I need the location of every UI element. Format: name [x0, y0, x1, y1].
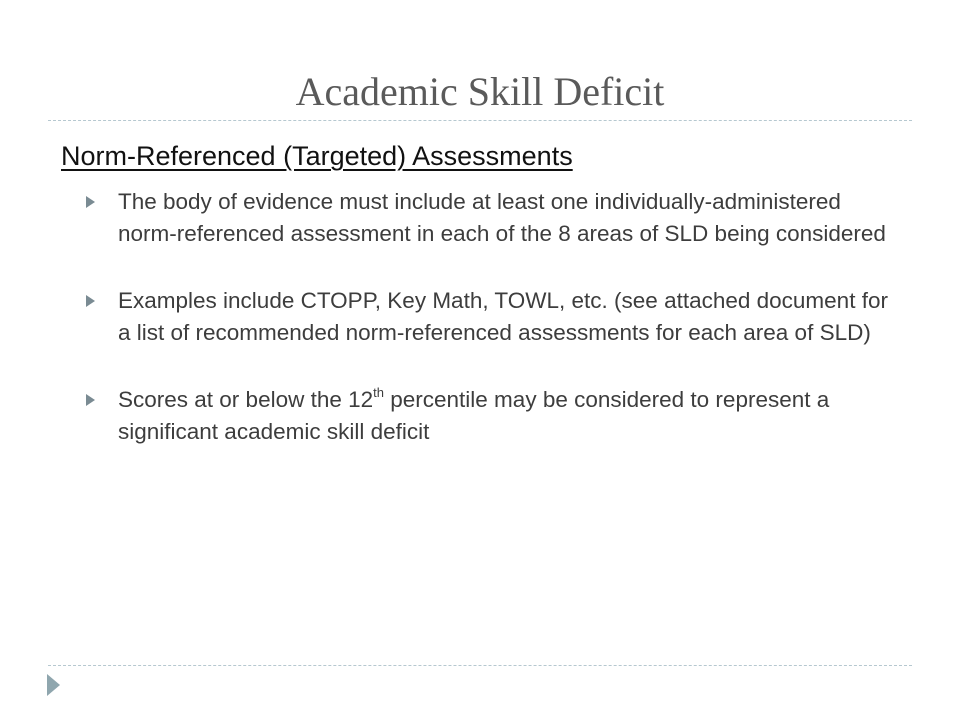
bullet-item [86, 285, 896, 349]
triangle-right-icon [86, 295, 95, 307]
bullet-item [86, 384, 896, 448]
section-heading: Norm-Referenced (Targeted) Assessments [61, 141, 573, 171]
slide-title: Academic Skill Deficit [295, 69, 665, 114]
bullet-text: Examples include CTOPP, Key Math, TOWL, etc. (see attached document for a list of recommended norm-referenced assessments for each area of SLD) [118, 288, 888, 345]
ordinal-superscript: th [373, 384, 384, 400]
triangle-right-icon [86, 196, 95, 208]
bullet-list [86, 186, 896, 483]
bullet-text: The body of evidence must include at least one individually-administered norm-referenced assessment in each of the 8 areas of SLD being considered [118, 189, 886, 246]
bullet-text-start: Scores at or below the 12 [118, 387, 374, 412]
title-divider [48, 120, 912, 121]
next-slide-icon[interactable] [47, 674, 60, 696]
triangle-right-icon [86, 394, 95, 406]
bullet-item [86, 186, 896, 250]
bullet-text-end: percentile may be considered to represent a significant academic skill deficit [118, 387, 830, 444]
footer-divider [48, 665, 912, 666]
